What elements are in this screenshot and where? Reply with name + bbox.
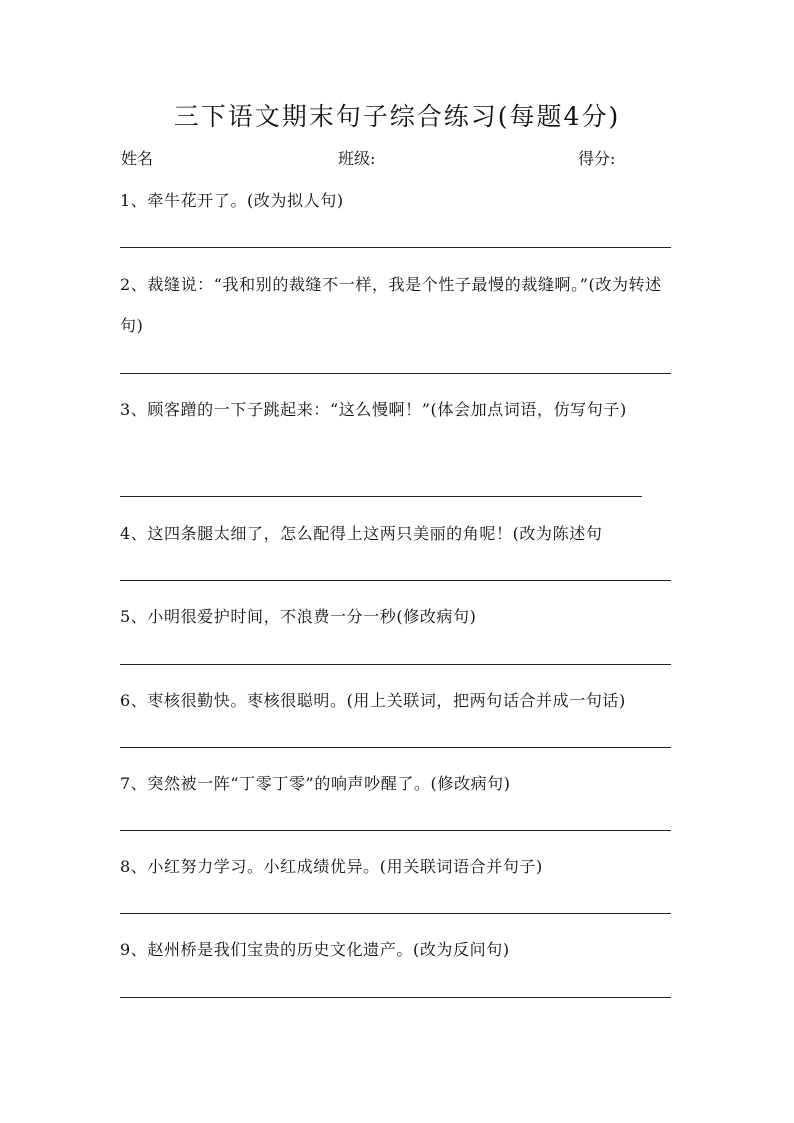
answer-line-3[interactable] — [120, 496, 642, 497]
question-4: 4、这四条腿太细了，怎么配得上这两只美丽的角呢！(改为陈述句 — [120, 524, 603, 543]
score-label: 得分: — [578, 149, 616, 168]
question-8: 8、小红努力学习。小红成绩优异。(用关联词语合并句子) — [120, 857, 543, 876]
question-2: 2、裁缝说：“我和别的裁缝不一样，我是个性子最慢的裁缝啊。”(改为转述句) — [120, 275, 662, 335]
question-1: 1、牵牛花开了。(改为拟人句) — [120, 191, 344, 210]
question-3: 3、顾客蹭的一下子跳起来：“这么慢啊！”(体会加点词语，仿写句子) — [120, 400, 627, 419]
answer-line-6[interactable] — [120, 747, 671, 748]
question-6: 6、枣核很勤快。枣核很聪明。(用上关联词，把两句话合并成一句话) — [120, 691, 626, 710]
question-9: 9、赵州桥是我们宝贵的历史文化遗产。(改为反问句) — [120, 940, 510, 959]
question-5: 5、小明很爱护时间，不浪费一分一秒(修改病句) — [120, 607, 477, 626]
answer-line-4[interactable] — [120, 580, 671, 581]
answer-line-7[interactable] — [120, 830, 671, 831]
name-label: 姓名 — [121, 149, 154, 168]
answer-line-9[interactable] — [120, 997, 671, 998]
answer-line-5[interactable] — [120, 664, 671, 665]
answer-line-2[interactable] — [120, 373, 671, 374]
question-7: 7、突然被一阵“丁零丁零”的响声吵醒了。(修改病句) — [120, 774, 511, 793]
answer-line-1[interactable] — [120, 247, 671, 248]
answer-line-8[interactable] — [120, 913, 671, 914]
worksheet-title: 三下语文期末句子综合练习(每题4分) — [173, 102, 621, 131]
class-label: 班级: — [338, 149, 376, 168]
